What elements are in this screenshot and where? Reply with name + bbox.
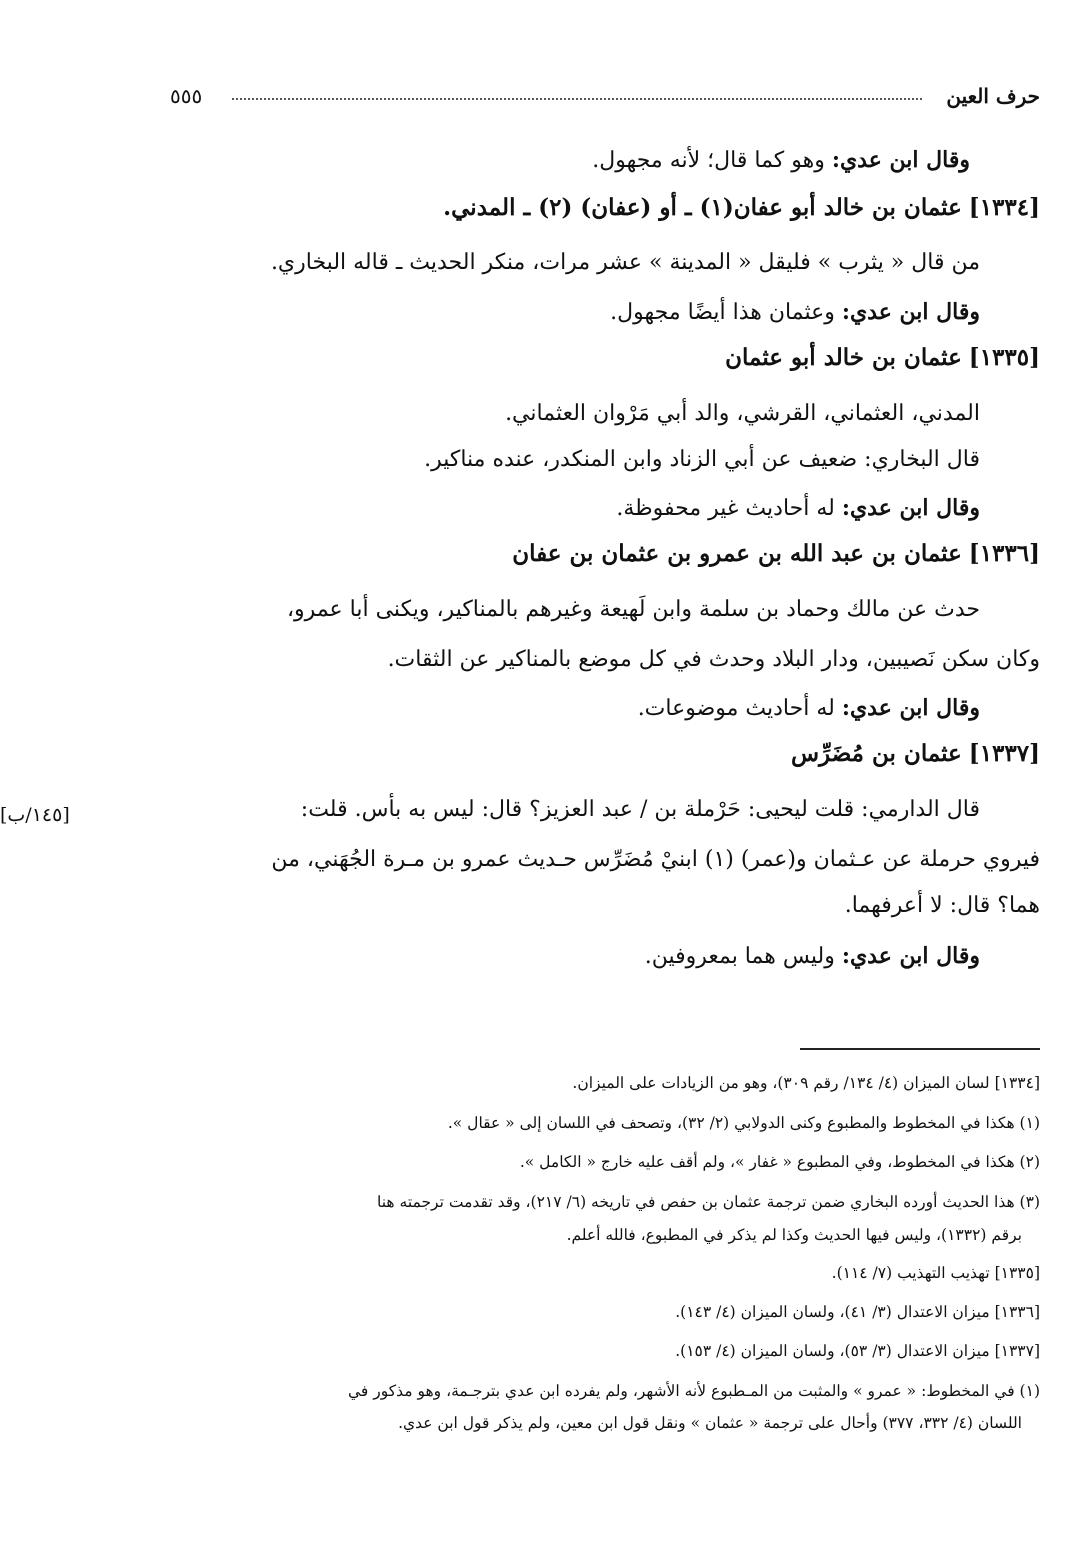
text-line: هما؟ قال: لا أعرفهما. [844,893,1040,918]
page-number: ٥٥٥ [170,84,203,108]
footnote: [١٣٣٦] ميزان الاعتدال (٣/ ٤١)، ولسان الميزان (٤/ ١٤٣). [675,1303,1040,1321]
running-head: حرف العين [946,84,1040,108]
text-line: وقال ابن عدي: له أحاديث غير محفوظة. [616,495,980,521]
speaker-label: وقال ابن عدي: [841,299,980,325]
entry-name: عثمان بن عبد الله بن عمرو بن عثمان بن عفان [512,540,962,567]
speaker-label: وقال ابن عدي: [841,943,980,969]
footnote-continuation: برقم (١٣٣٢)، وليس فيها الحديث وكذا لم يذكر في المطبوع، فالله أعلم. [566,1226,1022,1244]
entry-name: عثمان بن خالد أبو عفان(١) ـ أو (عفان) (٢) ـ المدني. [443,194,962,221]
manuscript-folio-marker: [١٤٥/ب] [0,804,70,826]
footnote: (١) في المخطوط: « عمرو » والمثبت من المـطبوع لأنه الأشهر، ولم يفرده ابن عدي بترجـمة، وهو مذكور في [347,1382,1040,1400]
footnote-continuation: اللسان (٤/ ٣٣٢، ٣٧٧) وأحال على ترجمة « عثمان » ونقل قول ابن معين، ولم يذكر قول ابن عدي. [398,1414,1022,1432]
entry-number: [١٣٣٦] [968,540,1040,567]
footnote: [١٣٣٥] تهذيب التهذيب (٧/ ١١٤). [831,1264,1040,1282]
text-line: قال البخاري: ضعيف عن أبي الزناد وابن المنكدر، عنده مناكير. [424,447,980,472]
entry-heading-1334 [443,190,1040,227]
entry-name: عثمان بن خالد أبو عثمان [725,344,962,371]
text-line: قال الدارمي: قلت ليحيى: حَرْملة بن / عبد العزيز؟ قال: ليس به بأس. قلت: [300,797,980,822]
entry-heading-1336 [512,536,1040,573]
text-line: وقال ابن عدي: له أحاديث موضوعات. [637,695,980,721]
text-line: من قال « يثرب » فليقل « المدينة » عشر مرات، منكر الحديث ـ قاله البخاري. [270,250,980,275]
footnote: (٢) هكذا في المخطوط، وفي المطبوع « غفار »، ولم أقف عليه خارج « الكامل ». [519,1153,1040,1171]
text-line: حدث عن مالك وحماد بن سلمة وابن لَهيعة وغيرهم بالمناكير، ويكنى أبا عمرو، [286,597,980,622]
text-line: وقال ابن عدي: وعثمان هذا أيضًا مجهول. [610,299,980,325]
speaker-label: وقال ابن عدي: [841,695,980,721]
entry-heading-1335 [725,340,1040,377]
entry-number: [١٣٣٧] [968,740,1040,767]
footnote-rule [800,1048,1040,1050]
entry-number: [١٣٣٤] [968,194,1040,221]
entry-heading-1337 [791,736,1040,773]
text-line: وقال ابن عدي: وهو كما قال؛ لأنه مجهول. [592,147,970,173]
footnote: (٣) هذا الحديث أورده البخاري ضمن ترجمة عثمان بن حفص في تاريخه (٦/ ٢١٧)، وقد تقدمت ترجمته هنا [377,1193,1040,1211]
footnote: [١٣٣٧] ميزان الاعتدال (٣/ ٥٣)، ولسان الميزان (٤/ ١٥٣). [675,1342,1040,1360]
speaker-label: وقال ابن عدي: [831,147,970,173]
text-line: فيروي حرملة عن عـثمان و(عمر) (١) ابنيْ مُضَرِّس حـديث عمرو بن مـرة الجُهَني، من [271,847,1040,872]
footnote: (١) هكذا في المخطوط والمطبوع وكنى الدولابي (٢/ ٣٢)، وتصحف في اللسان إلى « عقال ». [447,1114,1040,1132]
header-rule [232,98,922,100]
text-line: وقال ابن عدي: وليس هما بمعروفين. [644,943,980,969]
text-line: وكان سكن نَصيبين، ودار البلاد وحدث في كل موضع بالمناكير عن الثقات. [387,647,1040,672]
entry-name: عثمان بن مُضَرِّس [790,740,962,767]
entry-number: [١٣٣٥] [968,344,1040,371]
footnote: [١٣٣٤] لسان الميزان (٤/ ١٣٤/ رقم ٣٠٩)، وهو من الزيادات على الميزان. [572,1074,1040,1092]
speaker-label: وقال ابن عدي: [841,495,980,521]
text-line: المدني، العثماني، القرشي، والد أبي مَرْوان العثماني. [505,401,980,426]
